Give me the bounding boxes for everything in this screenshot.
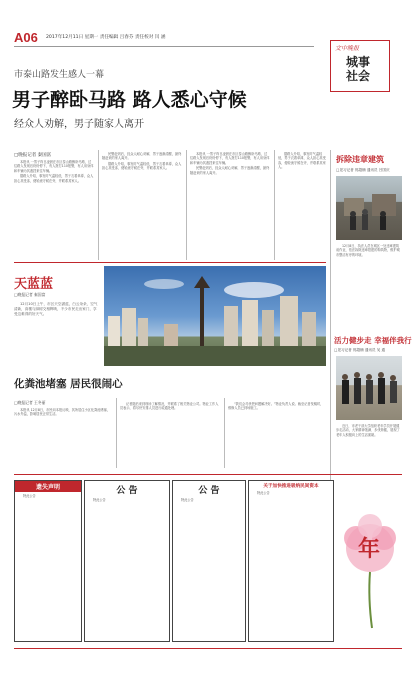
- story3-para: 记者随后来到现场了解情况，并联系了相关物业公司。物业工作人员表示，将尽快安排人员进行疏通处理。: [120, 402, 219, 411]
- flower-stamp: [338, 488, 402, 638]
- right-story2-caption: 近日，市老干部大学组织老年学员开展健步走活动，大家精神饱满、步伐矫健，展现了老年人积极向上的生活面貌。: [336, 424, 400, 437]
- ad1-text: 特此公告: [23, 494, 36, 498]
- ad4-title: 关于加快推进吸纳民间资本: [263, 484, 319, 489]
- mid-story-byline: □晚报记者 秦国富: [14, 292, 46, 297]
- story3-col-2: [120, 402, 220, 466]
- lead-para: 据路人介绍，事发时气温较低，男子衣着单薄，众人担心其受冻，便轮流守候在旁，并联系其家人。: [278, 152, 326, 170]
- story3-title: 化粪池堵塞 居民很闹心: [14, 378, 123, 390]
- lead-kicker: 市泰山路发生感人一幕: [14, 70, 105, 80]
- col-divider: [116, 398, 117, 468]
- demolition-photo: [336, 176, 402, 240]
- mid-story-title: 天蓝蓝: [14, 277, 54, 292]
- ad3-body: [173, 496, 245, 640]
- dateline: 2017年12月11日 星期一 责任编辑 吕春芬 责任校对 闫 涵: [46, 35, 166, 40]
- city-skyline: [104, 266, 326, 366]
- demolition-scene: [336, 176, 402, 240]
- lead-para: 本报讯 一男子昨日凌晨在市区泰山路醉卧马路，过往路人发现后纷纷停下，有人拨打110报警，有人用身体和车辆为其遮挡来往车辆。: [14, 160, 94, 173]
- section-brand: [330, 40, 390, 92]
- lead-subhead: 经众人劝解，男子随家人离开: [14, 119, 144, 130]
- page-number: A06: [14, 30, 38, 45]
- brand-top: 文中晚报: [335, 45, 360, 52]
- mid-story-caption: 12月10日上午，市区天空湛蓝，白云朵朵，空气清新，高楼与绿树交相辉映，不少市民走出家门，享受这难得的好天气。: [14, 302, 98, 316]
- ad4-body: [249, 489, 333, 633]
- ad2-text: 特此公告: [93, 498, 106, 502]
- ad-notice-2: [172, 480, 246, 642]
- ad1-title: 遗失声明: [15, 481, 81, 492]
- ad4-text: 特此公告: [257, 491, 270, 495]
- lead-para: 据路人介绍，事发时气温较低，男子衣着单薄，众人担心其受冻，便轮流守候在旁，并联系其家人。: [102, 161, 182, 171]
- right-story2-byline: □见习记者 郭超楠 通讯员 吴 通: [334, 348, 386, 352]
- story3-col-3: [228, 402, 326, 466]
- lead-byline: □晚报记者 秦国富: [14, 153, 52, 158]
- right-story1-byline: □见习记者 郭超楠 通讯员 吕国庆: [336, 168, 390, 172]
- walk-photo: [336, 356, 402, 420]
- section-rule: [14, 262, 326, 263]
- right-story2-title: 活力健步走 幸福伴我行: [334, 336, 412, 345]
- lead-headline: 男子醉卧马路 路人悉心守候: [12, 89, 247, 111]
- right-story1-caption: 12月8日，执法人员在城区一处违章建筑前作业，依法拆除违章搭建的构筑物，维护城市整洁有序的环境。: [336, 244, 400, 257]
- lead-col-2: [102, 152, 182, 257]
- lead-col-1: [14, 160, 94, 255]
- ad2-title: 公 告: [116, 486, 138, 496]
- footer-rule: [14, 648, 402, 649]
- col-divider: [186, 150, 187, 260]
- header-rule: [14, 46, 314, 47]
- lead-para: 民警赶到后，经众人耐心劝解，男子逐渐清醒，最终随赶来的家人离开。: [102, 152, 182, 161]
- ads-top-rule: [14, 474, 402, 475]
- ad2-body: [85, 496, 169, 640]
- lead-para: 据路人介绍，事发时气温较低，男子衣着单薄，众人担心其受冻，便轮流守候在旁，并联系其家人。: [14, 174, 94, 183]
- lead-para: 本报讯 一男子昨日凌晨在市区泰山路醉卧马路，过往路人发现后纷纷停下，有人拨打110报警，有人用身体和车辆为其遮挡来往车辆。: [190, 152, 270, 165]
- lead-para: 民警赶到后，经众人耐心劝解，男子逐渐清醒，最终随赶来的家人离开。: [190, 166, 270, 175]
- city-photo: [104, 266, 326, 366]
- ad3-text: 特此公告: [181, 498, 194, 502]
- brand-main: 城事社会: [345, 55, 370, 83]
- right-column-divider: [330, 150, 331, 510]
- lead-col-3: [190, 152, 270, 257]
- col-divider: [98, 150, 99, 260]
- col-divider: [224, 398, 225, 468]
- flower-icon: [338, 488, 402, 638]
- ad-notice-3: [248, 480, 334, 642]
- lead-col-4: [278, 152, 326, 257]
- ad-lost-notice: [14, 480, 82, 642]
- story3-para: “我们会尽快把问题解决好。”物业负责人说。截至记者发稿时，维修人员已到场施工。: [228, 402, 324, 411]
- col-divider: [274, 150, 275, 260]
- story3-para: 本报讯 12月8日，市民向本报反映，其所居住小区化粪池堵塞，污水外溢，影响居民正常生活。: [14, 408, 110, 417]
- right-story1-title: 拆除违章建筑: [336, 155, 384, 164]
- ad1-body: [15, 492, 81, 642]
- story3-col-1: [14, 408, 112, 466]
- stamp-glyph: 年: [358, 537, 381, 562]
- story3-byline: □晚报记者 王冬丽: [14, 400, 46, 405]
- walk-scene: [336, 356, 402, 420]
- ad3-title: 公 告: [198, 486, 220, 496]
- ad-notice-1: [84, 480, 170, 642]
